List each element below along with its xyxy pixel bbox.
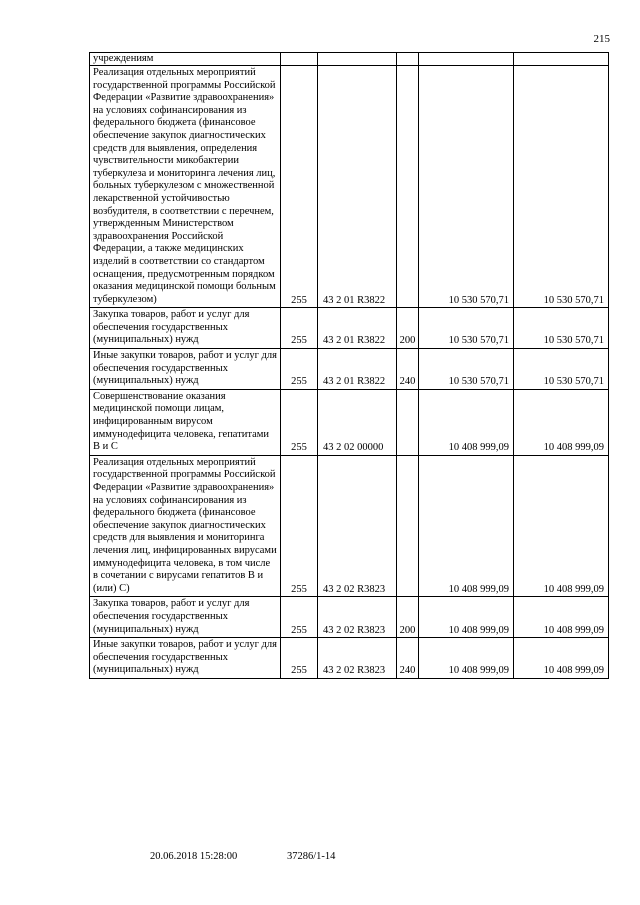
amount-first-cell: 10 530 570,71 [419,308,514,349]
amount-second-cell: 10 408 999,09 [514,389,609,455]
ministry-code-cell: 255 [281,455,318,597]
row-name-cell: Реализация отдельных мероприятий государственной программы Российской Федерации «Развитие здравоохранения» на условиях софинансирования из федерального бюджета (финансовое обеспечение закупок диагностических средств для выявления и мониторинга лечения лиц, инфицированных вирусами иммунодефицита человека, в том числе в сочетании с вирусами гепатитов В и (или) С) [90,455,281,597]
amount-first-cell: 10 530 570,71 [419,66,514,308]
amount-second-cell: 10 408 999,09 [514,638,609,679]
expense-type-cell [397,389,419,455]
row-name-cell: Закупка товаров, работ и услуг для обеспечения государственных (муниципальных) нужд [90,597,281,638]
target-article-cell: 43 2 02 R3823 [318,638,397,679]
ministry-code-cell [281,53,318,66]
table-row [90,597,609,638]
expense-type-cell: 200 [397,597,419,638]
budget-table [89,52,609,679]
ministry-code-cell: 255 [281,66,318,308]
amount-second-cell: 10 530 570,71 [514,349,609,390]
table-row [90,349,609,390]
expense-type-cell [397,455,419,597]
table-row [90,66,609,308]
table-row [90,389,609,455]
amount-second-cell [514,53,609,66]
expense-type-cell: 240 [397,638,419,679]
footer-timestamp: 20.06.2018 15:28:00 [150,851,238,862]
table-row [90,308,609,349]
amount-first-cell: 10 530 570,71 [419,349,514,390]
ministry-code-cell: 255 [281,308,318,349]
amount-first-cell: 10 408 999,09 [419,638,514,679]
target-article-cell [318,53,397,66]
row-name-cell: Иные закупки товаров, работ и услуг для обеспечения государственных (муниципальных) нужд [90,349,281,390]
expense-type-cell: 240 [397,349,419,390]
row-name-cell: Совершенствование оказания медицинской помощи лицам, инфицированным вирусом иммунодефицита человека, гепатитами В и С [90,389,281,455]
page-number: 215 [593,33,610,45]
target-article-cell: 43 2 02 00000 [318,389,397,455]
table-row [90,455,609,597]
expense-type-cell: 200 [397,308,419,349]
row-name-cell: учреждениям [90,53,281,66]
footer-document-number: 37286/1-14 [287,851,336,862]
amount-second-cell: 10 408 999,09 [514,455,609,597]
ministry-code-cell: 255 [281,349,318,390]
target-article-cell: 43 2 01 R3822 [318,66,397,308]
target-article-cell: 43 2 02 R3823 [318,597,397,638]
amount-second-cell: 10 530 570,71 [514,308,609,349]
row-name-cell: Реализация отдельных мероприятий государственной программы Российской Федерации «Развитие здравоохранения» на условиях софинансирования из федерального бюджета (финансовое обеспечение закупок диагностических средств для выявления, определения чувствительности микобактерии туберкулеза и мониторинга лечения лиц, больных туберкулезом с множественной лекарственной устойчивостью возбудителя, в соответствии с перечнем, утвержденным Министерством здравоохранения Российской Федерации, а также медицинских изделий в соответствии со стандартом оснащения, предусмотренным порядком оказания медицинской помощи больным туберкулезом) [90,66,281,308]
table-row [90,53,609,66]
ministry-code-cell: 255 [281,597,318,638]
ministry-code-cell: 255 [281,389,318,455]
amount-first-cell: 10 408 999,09 [419,455,514,597]
amount-second-cell: 10 408 999,09 [514,597,609,638]
row-name-cell: Закупка товаров, работ и услуг для обеспечения государственных (муниципальных) нужд [90,308,281,349]
target-article-cell: 43 2 01 R3822 [318,308,397,349]
target-article-cell: 43 2 01 R3822 [318,349,397,390]
amount-second-cell: 10 530 570,71 [514,66,609,308]
amount-first-cell [419,53,514,66]
table-row [90,638,609,679]
amount-first-cell: 10 408 999,09 [419,597,514,638]
target-article-cell: 43 2 02 R3823 [318,455,397,597]
expense-type-cell [397,66,419,308]
expense-type-cell [397,53,419,66]
row-name-cell: Иные закупки товаров, работ и услуг для обеспечения государственных (муниципальных) нужд [90,638,281,679]
ministry-code-cell: 255 [281,638,318,679]
amount-first-cell: 10 408 999,09 [419,389,514,455]
